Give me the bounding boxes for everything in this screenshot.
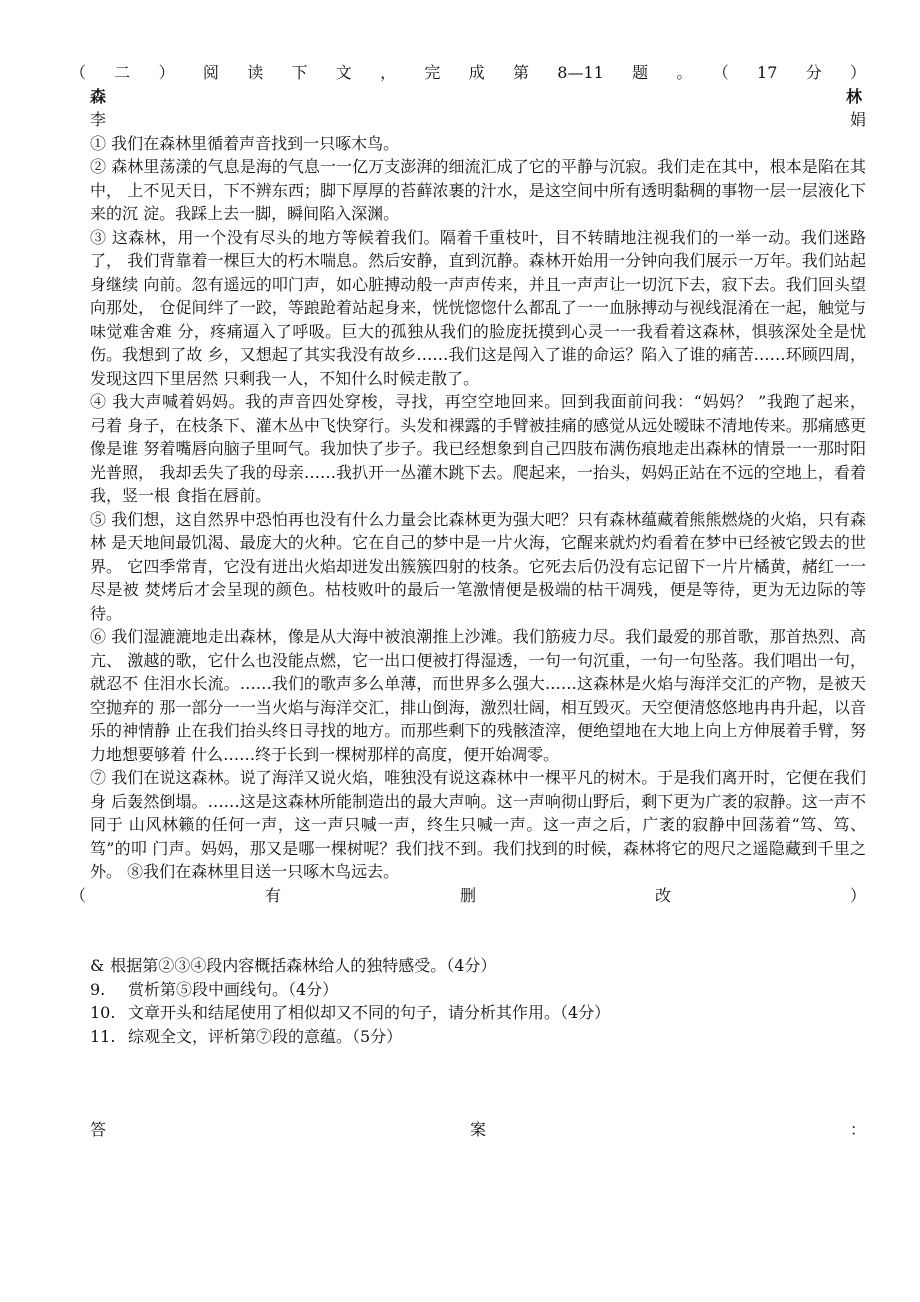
paragraph-line: 空抛弃的 那一部分一一当火焰与海洋交汇，排山倒海，激烈壮阔，相互毁灭。天空便清悠悠地冉冉升起，以音 xyxy=(90,697,866,717)
paragraph-line: 力地想要够着 什么……终于长到一棵树那样的高度，便开始凋零。 xyxy=(90,744,560,764)
section-header: （二）阅读下文，完成第8—11题。（17分） xyxy=(70,63,866,82)
paragraph-line: 我，竖一根 食指在唇前。 xyxy=(90,486,272,505)
paragraph-line: ⑤ 我们想，这自然界中恐怕再也没有什么力量会比森林更为强大吧？只有森林蕴藏着熊熊燃烧的火焰，只有森 xyxy=(90,509,866,529)
paragraph-line: 亢、 激越的歌，它什么也没能点燃，它一出口便被打得湿透，一句一句沉重，一句一句坠落。我们唱出一句， xyxy=(90,650,866,670)
question-item xyxy=(90,954,866,978)
paragraph-line: 味觉难舍难 分，疼痛逼入了呼吸。巨大的孤独从我们的脸庞抚摸到心灵一一我看着这森林，惧骇深处全是忧 xyxy=(90,321,866,341)
question-item xyxy=(90,1001,866,1025)
paragraph-line: 来的沉 淀。我踩上去一脚，瞬间陷入深渊。 xyxy=(90,204,400,223)
paragraph-line: 林 是天地间最饥渴、最庞大的火种。它在自己的梦中是一片火海，它醒来就灼灼看着在梦中已经被它毁去的世 xyxy=(90,533,866,552)
paragraph-line: 笃”的叩 门声。妈妈，那又是哪一棵树呢？我们找不到。我们找到的时候，森林将它的咫尺之遥隐藏到千里之 xyxy=(90,838,866,858)
answer-label: 答案： xyxy=(90,1120,866,1139)
paragraph-line: ⑦ 我们在说这森林。说了海洋又说火焰，唯独没有说这森林中一棵平凡的树木。于是我们离开时，它便在我们 xyxy=(90,768,866,787)
paragraph-line: ③ 这森林，用一个没有尽头的地方等候着我们。隔着千重枝叶，目不转睛地注视我们的一举一动。我们迷路 xyxy=(90,227,866,247)
paragraph-line: 同于 山风林籁的任何一声，这一声只喊一声，终生只喊一声。这一声之后，广袤的寂静中回荡着“笃、笃、 xyxy=(90,815,866,834)
question-number: 10. xyxy=(90,1003,116,1022)
question-number: & xyxy=(90,956,105,975)
question-number: 11. xyxy=(90,1026,116,1046)
paragraph-line: 发现这四下里居然 只剩我一人，不知什么时候走散了。 xyxy=(90,368,480,388)
paragraph-line: 像是谁 努着嘴唇向脑子里呵气。我加快了步子。我已经想象到自己四肢布满伤痕地走出森林的情景一一那时阳 xyxy=(90,439,866,458)
question-text: 根据第②③④段内容概括森林给人的独特感受。（4分） xyxy=(110,956,497,975)
paragraph-line: 尽是被 焚烤后才会呈现的颜色。枯枝败叶的最后一笔激情便是极端的枯干凋残，便是等待，更为无边际的等 xyxy=(90,580,866,599)
paragraph-line: 待。 xyxy=(90,603,123,623)
article-paragraphs xyxy=(90,132,866,884)
article-author: 李娟 xyxy=(90,110,866,129)
paragraph-2 xyxy=(90,155,866,226)
paragraph-6 xyxy=(90,625,866,766)
question-text: 文章开头和结尾使用了相似却又不同的句子，请分析其作用。（4分） xyxy=(128,1003,611,1022)
document-body xyxy=(70,61,866,1142)
paragraph-4 xyxy=(90,390,866,508)
paragraph-7 xyxy=(90,766,866,884)
paragraph-line: 身继续 向前。忽有遥远的叩门声，如心脏搏动般一声声传来，并且一声声让一切沉下去，寂下去。我们回头望 xyxy=(90,274,866,294)
article-title: 森 林 xyxy=(90,86,866,106)
paragraph-line: 外。 ⑧我们在森林里目送一只啄木鸟远去。 xyxy=(90,862,400,881)
paragraph-line: 中， 上不见天日，下不辨东西；脚下厚厚的苔藓浓裹的汁水，是这空间中所有透明黏稠的事物一层一层液化下 xyxy=(90,180,866,200)
paragraph-line: ① 我们在森林里循着声音找到一只啄木鸟。 xyxy=(90,133,400,153)
paragraph-line: 就忍不 住泪水长流。……我们的歌声多么单薄，而世界多么强大……这森林是火焰与海洋交汇的产物，是被天 xyxy=(90,674,866,693)
paragraph-3 xyxy=(90,226,866,391)
question-item xyxy=(90,1025,866,1049)
paragraph-5 xyxy=(90,508,866,626)
question-item xyxy=(90,978,866,1002)
paragraph-line: 乐的神情静 止在我们抬头终日寻找的地方。而那些剩下的残骸渣滓，便绝望地在大地上向上方伸展着手臂，努 xyxy=(90,721,866,740)
paragraph-line: 光普照， 我却丢失了我的母亲……我扒开一丛灌木跳下去。爬起来，一抬头，妈妈正站在不远的空地上，看着 xyxy=(90,462,866,482)
question-text: 赏析第⑤段中画线句。（4分） xyxy=(128,979,339,999)
question-list xyxy=(90,954,866,1048)
paragraph-line: 弓着 身子，在枝条下、灌木丛中飞快穿行。头发和裸露的手臂被挂痛的感觉从远处暧昧不清地传来。那痛感更 xyxy=(90,415,866,435)
paragraph-line: 身 后轰然倒塌。……这是这森林所能制造出的最大声响。这一声响彻山野后，剩下更为广袤的寂静。这一声不 xyxy=(90,791,866,811)
paragraph-line: ⑥ 我们湿漉漉地走出森林，像是从大海中被浪潮推上沙滩。我们筋疲力尽。我们最爱的那首歌，那首热烈、高 xyxy=(90,627,866,646)
edit-note: （有删改） xyxy=(70,885,866,905)
paragraph-line: 伤。我想到了故 乡，又想起了其实我没有故乡……我们这是闯入了谁的命运？陷入了谁的痛苦……环顾四周， xyxy=(90,345,866,364)
question-text: 综观全文，评析第⑦段的意蕴。（5分） xyxy=(128,1026,403,1046)
paragraph-line: 了， 我们背靠着一棵巨大的朽木喘息。然后安静，直到沉静。森林开始用一分钟向我们展示一万年。我们站起 xyxy=(90,251,866,270)
paragraph-line: ② 森林里荡漾的气息是海的气息一一亿万支澎湃的细流汇成了它的平静与沉寂。我们走在其中，根本是陷在其 xyxy=(90,157,866,176)
paragraph-line: 界。 它四季常青，它没有迸出火焰却迸发出簇簇四射的枝条。它死去后仍没有忘记留下一片片橘黄，赭红一一 xyxy=(90,556,866,576)
paragraph-line: 向那处， 仓促间绊了一跤，等踉跄着站起身来，恍恍惚惚什么都乱了一一血脉搏动与视线混淆在一起，触觉与 xyxy=(90,298,866,317)
paragraph-1 xyxy=(90,132,866,156)
question-number: 9. xyxy=(90,979,106,999)
paragraph-line: ④ 我大声喊着妈妈。我的声音四处穿梭，寻找，再空空地回来。回到我面前问我：“妈妈？ ”我跑了起来， xyxy=(90,392,866,411)
